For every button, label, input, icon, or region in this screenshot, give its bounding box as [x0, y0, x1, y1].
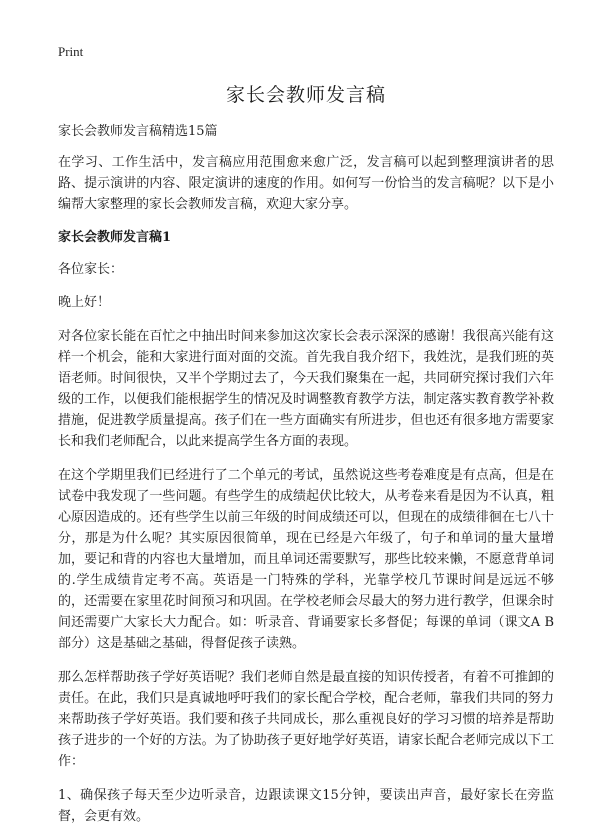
body-paragraph-3: 那么怎样帮助孩子学好英语呢？我们老师自然是最直接的知识传授者，有着不可推卸的责任。在此，我们只是真诚地呼吁我们的家长配合学校，配合老师，靠我们共同的努力来帮助孩子学好英语。我们要和孩子共同成长，那么重视良好的学习习惯的培养是帮助孩子进步的一个好的方法。为了协助孩子更好地学好英语，请家长配合老师完成以下工作：	[58, 670, 554, 769]
print-label[interactable]: Print	[58, 44, 84, 59]
body-paragraph-1: 对各位家长能在百忙之中抽出时间来参加这次家长会表示深深的感谢！我很高兴能有这样一个机会，能和大家进行面对面的交流。首先我自我介绍下，我姓沈，是我们班的英语老师。时间很快，又半个学期过去了，今天我们聚集在一起，共同研究探讨我们六年级的工作，以便我们能根据学生的情况及时调整教育教学方法，制定落实教育教学补救措施，促进教学质量提高。孩子们在一些方面确实有所进步，但也还有很多地方需要家长和我们老师配合，以此来提高学生各方面的表现。	[58, 329, 554, 449]
salutation-line: 晚上好！	[58, 295, 111, 310]
greeting-line: 各位家长：	[58, 262, 124, 277]
document-title: 家长会教师发言稿	[225, 84, 386, 106]
intro-paragraph: 在学习、工作生活中，发言稿应用范围愈来愈广泛，发言稿可以起到整理演讲者的思路、提示演讲的内容、限定演讲的速度的作用。如何写一份恰当的发言稿呢？以下是小编帮大家整理的家长会教师发言稿，欢迎大家分享。	[58, 155, 554, 212]
section-heading: 家长会教师发言稿1	[58, 230, 172, 245]
document-subtitle: 家长会教师发言稿精选15篇	[58, 124, 218, 139]
body-paragraph-4: 1、确保孩子每天至少边听录音，边跟读课文15分钟，要读出声音，最好家长在旁监督，会更有效。	[58, 788, 554, 824]
body-paragraph-2: 在这个学期里我们已经进行了二个单元的考试，虽然说这些考卷难度是有点高，但是在试卷中我发现了一些问题。有些学生的成绩起伏比较大，从考卷来看是因为不认真，粗心原因造成的。还有些学生以前三年级的时间成绩还可以，但现在的成绩徘徊在七八十分，那是为什么呢？其实原因很简单，现在已经是六年级了，句子和单词的量大量增加，要记和背的内容也大量增加，而且单词还需要默写，那些比较来懒，不愿意背单词的.学生成绩肯定考不高。英语是一门特殊的学科，光靠学校几节课时间是远远不够的，还需要在家里花时间预习和巩固。在学校老师会尽最大的努力进行教学，但课余时间还需要广大家长大力配合。如：听录音、背诵要家长多督促；每课的单词（课文A B部分）这是基础之基础，得督促孩子读熟。	[58, 468, 554, 651]
